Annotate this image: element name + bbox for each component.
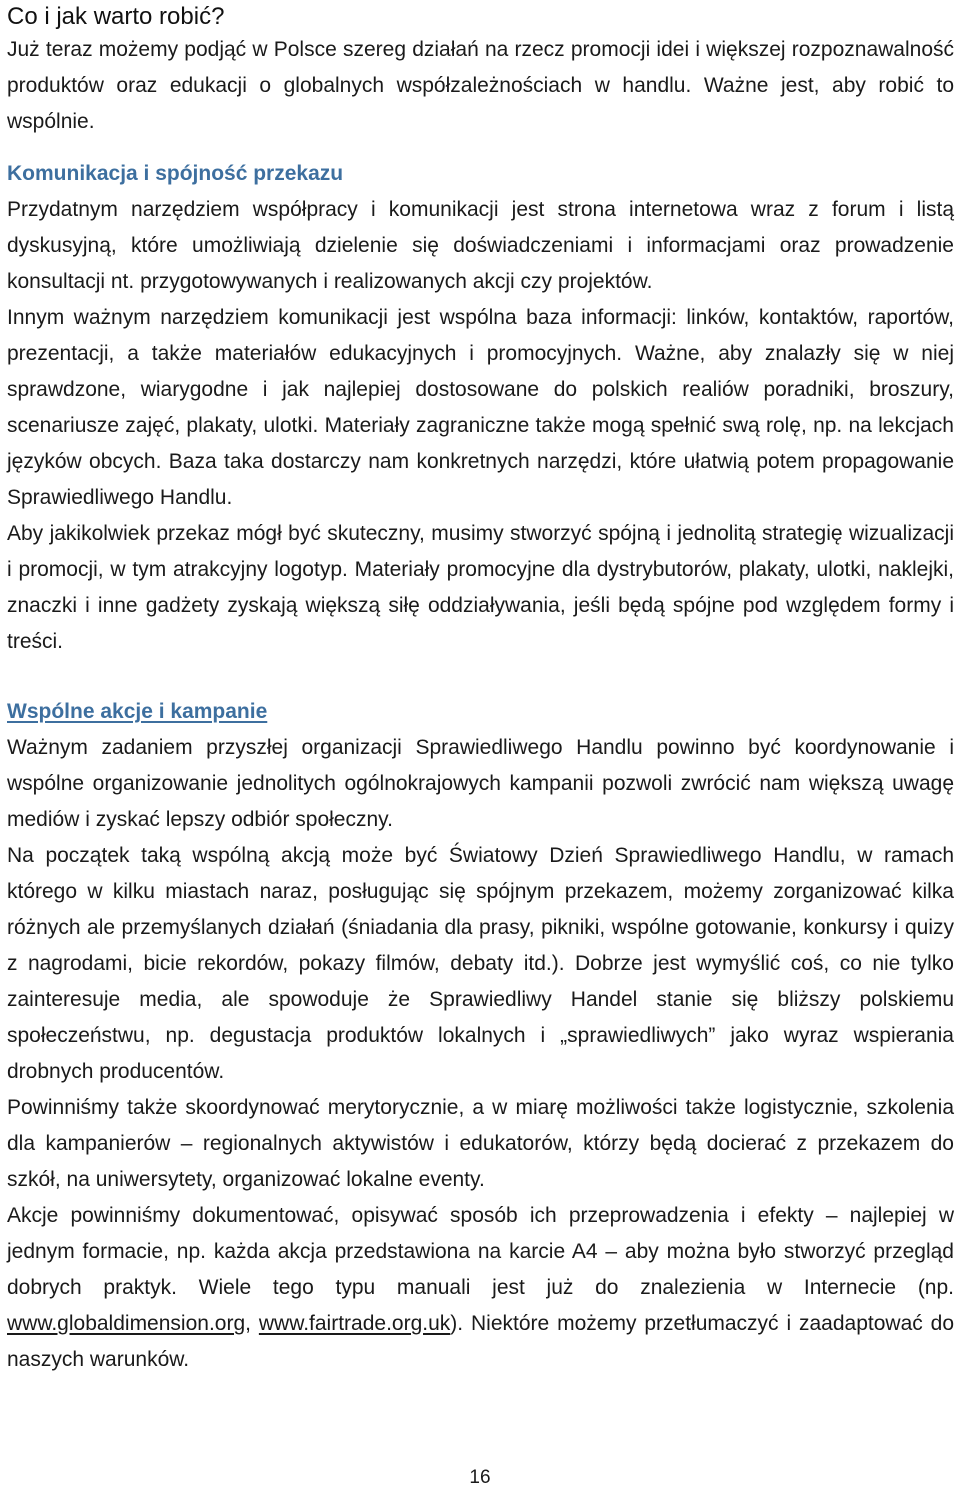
page-title: Co i jak warto robić? (7, 3, 225, 30)
link-globaldimension[interactable]: www.globaldimension.org (7, 1312, 246, 1335)
paragraph-separator: , (245, 1312, 259, 1335)
intro-paragraph: Już teraz możemy podjąć w Polsce szereg działań na rzecz promocji idei i większej rozpoznawalność produktów oraz edukacji o globalnych współzależnościach w handlu. Ważne jest, aby robić to wspólnie. (7, 38, 954, 133)
section2-paragraph-2: Na początek taką wspólną akcją może być Światowy Dzień Sprawiedliwego Handlu, w ramach którego w kilku miastach naraz, posługując się spójnym przekazem, możemy zorganizować kilka różnych ale przemyślanych działań (śniadania dla prasy, pikniki, wspólne gotowanie, konkursy i quizy z nagrodami, bicie rekordów, pokazy filmów, debaty itd.). Dobrze jest wymyślić coś, co nie tylko zainteresuje media, ale spowoduje że Sprawiedliwy Handel stanie się bliższy polskiemu społeczeństwu, np. degustacja produktów lokalnych i „sprawiedliwych” jako wyraz wspierania drobnych producentów. (7, 844, 954, 1083)
paragraph-text: Akcje powinniśmy dokumentować, opisywać sposób ich przeprowadzenia i efekty – najlepiej w jednym formacie, np. każda akcja przedstawiona na karcie A4 – aby można było stworzyć przegląd dobrych praktyk. Wiele tego typu manuali jest już do znalezienia w Internecie (np. (7, 1204, 954, 1299)
section1-paragraph-1: Przydatnym narzędziem współpracy i komunikacji jest strona internetowa wraz z forum i listą dyskusyjną, które umożliwiają dzielenie się doświadczeniami i informacjami oraz prowadzenie konsultacji nt. przygotowywanych i realizowanych akcji czy projektów. (7, 198, 954, 293)
section-heading-campaigns: Wspólne akcje i kampanie (7, 700, 268, 723)
document-page (7, 0, 954, 1378)
section-heading-communication: Komunikacja i spójność przekazu (7, 162, 344, 185)
page-number: 16 (469, 1467, 491, 1488)
section1-paragraph-2: Innym ważnym narzędziem komunikacji jest wspólna baza informacji: linków, kontaktów, raportów, prezentacji, a także materiałów edukacyjnych i promocyjnych. Ważne, aby znalazły się w niej sprawdzone, wiarygodne i jak najlepiej dostosowane do polskich realiów poradniki, broszury, scenariusze zajęć, plakaty, ulotki. Materiały zagraniczne także mogą spełnić swą rolę, np. na lekcjach języków obcych. Baza taka dostarczy nam konkretnych narzędzi, które ułatwią potem propagowanie Sprawiedliwego Handlu. (7, 306, 954, 509)
paragraph-text-end: ). Niektóre możemy przetłumaczyć i zaadaptować do naszych warunków. (7, 1312, 955, 1371)
section2-paragraph-3: Powinniśmy także skoordynować merytorycznie, a w miarę możliwości także logistycznie, szkolenia dla kampanierów – regionalnych aktywistów i edukatorów, którzy będą docierać z przekazem do szkół, na uniwersytety, organizować lokalne eventy. (7, 1096, 954, 1191)
section2-paragraph-4 (7, 1198, 954, 1378)
link-fairtrade[interactable]: www.fairtrade.org.uk (258, 1312, 451, 1335)
section1-paragraph-3: Aby jakikolwiek przekaz mógł być skuteczny, musimy stworzyć spójną i jednolitą strategię wizualizacji i promocji, w tym atrakcyjny logotyp. Materiały promocyjne dla dystrybutorów, plakaty, ulotki, naklejki, znaczki i inne gadżety zyskają większą siłę oddziaływania, jeśli będą spójne pod względem formy i treści. (7, 522, 954, 653)
section2-paragraph-1: Ważnym zadaniem przyszłej organizacji Sprawiedliwego Handlu powinno być koordynowanie i wspólne organizowanie jednolitych ogólnokrajowych kampanii pozwoli zwrócić nam większą uwagę mediów i zyskać lepszy odbiór społeczny. (7, 736, 954, 831)
